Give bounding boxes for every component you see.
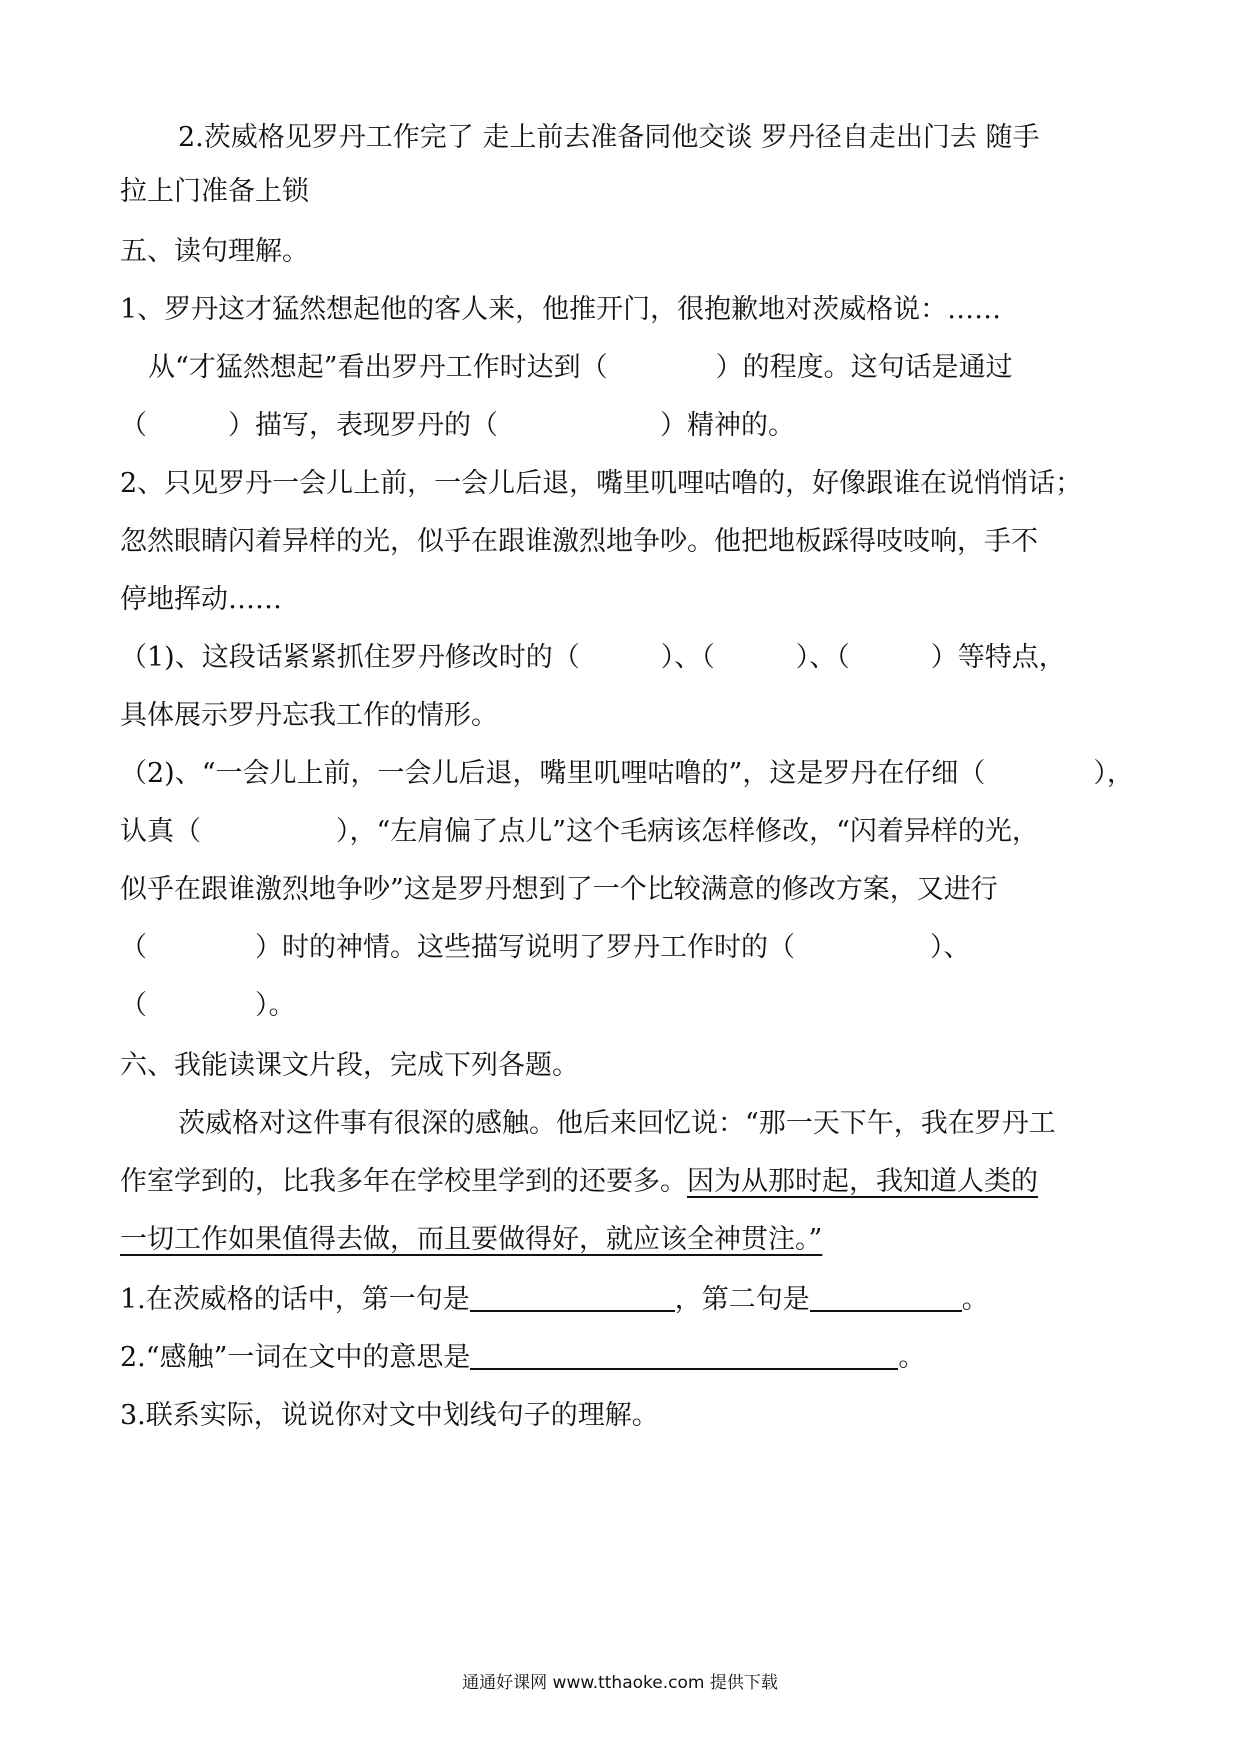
s6-para-line1: 茨威格对这件事有很深的感触。他后来回忆说：“那一天下午，我在罗丹工 — [178, 1108, 1056, 1139]
s6-underlined-sentence-part1: 因为从那时起，我知道人类的 — [687, 1166, 1038, 1197]
s5-q1-line3: （ ）描写，表现罗丹的（ ）精神的。 — [120, 410, 795, 441]
s5-sub1-line1: （1)、这段话紧紧抓住罗丹修改时的（ ）、（ ）、（ ）等特点， — [120, 642, 1066, 673]
s5-sub2-line5: （ ）。 — [120, 990, 296, 1021]
s5-sub2-line4: （ ）时的神情。这些描写说明了罗丹工作时的（ ）、 — [120, 932, 971, 963]
s5-sub2-line3: 似乎在跟谁激烈地争吵”这是罗丹想到了一个比较满意的修改方案，又进行 — [120, 874, 998, 905]
section6-heading: 六、我能读课文片段，完成下列各题。 — [120, 1050, 579, 1081]
s6-q1-end: 。 — [961, 1284, 989, 1315]
s6-q1-blank-second[interactable] — [810, 1282, 962, 1312]
s5-q1-line2: 从“才猛然想起”看出罗丹工作时达到（ ）的程度。这句话是通过 — [148, 352, 1013, 383]
s6-q3: 3.联系实际，说说你对文中划线句子的理解。 — [120, 1400, 659, 1431]
s5-sub2-line2: 认真（ ），“左肩偏了点儿”这个毛病该怎样修改，“闪着异样的光， — [120, 816, 1039, 847]
s6-underlined-sentence-part2: 一切工作如果值得去做，而且要做得好，就应该全神贯注。” — [120, 1224, 823, 1255]
s5-q2-line2: 忽然眼睛闪着异样的光，似乎在跟谁激烈地争吵。他把地板踩得吱吱响，手不 — [120, 526, 1038, 557]
q4-item2-line2: 拉上门准备上锁 — [120, 176, 309, 207]
s6-q1-blank-first[interactable] — [470, 1282, 675, 1312]
s6-q2-end: 。 — [898, 1342, 926, 1373]
footer-credit: 通通好课网 www.tthaoke.com 提供下载 — [462, 1673, 778, 1693]
s6-para-line2 — [120, 1162, 1120, 1202]
s5-q2-line1: 2、只见罗丹一会儿上前，一会儿后退，嘴里叽哩咕噜的，好像跟谁在说悄悄话； — [120, 468, 1083, 499]
s6-q1-prompt: 1.在茨威格的话中，第一句是 — [120, 1284, 470, 1315]
s6-para-line2-plain: 作室学到的，比我多年在学校里学到的还要多。 — [120, 1166, 687, 1197]
s6-q2-blank[interactable] — [470, 1340, 898, 1370]
s5-sub1-line2: 具体展示罗丹忘我工作的情形。 — [120, 700, 498, 731]
s5-q1-text: 1、罗丹这才猛然想起他的客人来，他推开门，很抱歉地对茨威格说：…… — [120, 294, 1002, 325]
s6-q2 — [120, 1338, 1120, 1378]
s6-q1 — [120, 1280, 1120, 1320]
section5-heading: 五、读句理解。 — [120, 236, 309, 267]
s6-q2-prompt: 2.“感触”一词在文中的意思是 — [120, 1342, 471, 1373]
q4-item2-line1: 2.茨威格见罗丹工作完了 走上前去准备同他交谈 罗丹径自走出门去 随手 — [178, 122, 1040, 153]
s6-q1-mid: ，第二句是 — [674, 1284, 810, 1315]
s5-q2-line3: 停地挥动…… — [120, 584, 282, 615]
s5-sub2-line1: （2)、“一会儿上前，一会儿后退，嘴里叽哩咕噜的”，这是罗丹在仔细（ ）， — [120, 758, 1134, 789]
